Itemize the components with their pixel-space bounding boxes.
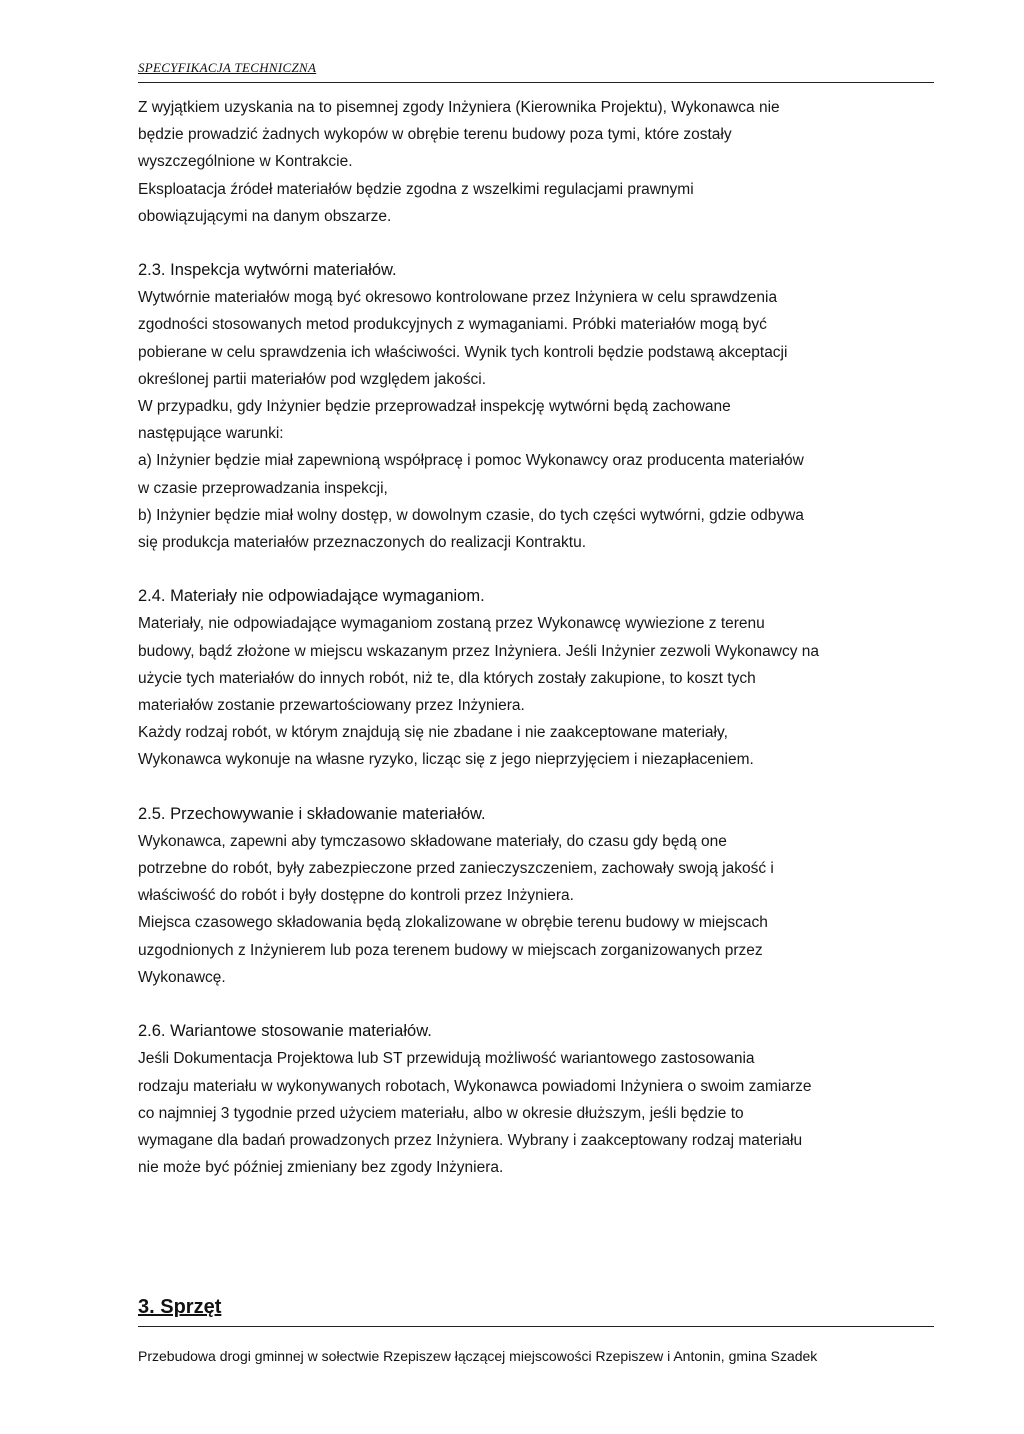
paragraph-spacer: [138, 230, 934, 257]
paragraph-line: obowiązującymi na danym obszarze.: [138, 207, 392, 225]
paragraph-line: W przypadku, gdy Inżynier będzie przeprowadzał inspekcję wytwórni będą zachowane: [138, 398, 731, 416]
paragraph-line: określonej partii materiałów pod względem jakości.: [138, 370, 487, 388]
subheading-text: 2.3. Inspekcja wytwórni materiałów.: [138, 261, 397, 280]
paragraph-line: rodzaju materiału w wykonywanych robotach, Wykonawca powiadomi Inżyniera o swoim zamiarze: [138, 1077, 812, 1095]
paragraph: [138, 502, 934, 556]
paragraph-line: będzie prowadzić żadnych wykopów w obrębie terenu budowy poza tymi, które zostały: [138, 126, 732, 144]
paragraph-line: pobierane w celu sprawdzenia ich właściwości. Wynik tych kontroli będzie podstawą akceptacji: [138, 343, 788, 361]
paragraph-line: nie może być później zmieniany bez zgody Inżyniera.: [138, 1159, 504, 1177]
paragraph-line: Miejsca czasowego składowania będą zlokalizowane w obrębie terenu budowy w miejscach: [138, 914, 768, 932]
paragraph-line: w czasie przeprowadzania inspekcji,: [138, 479, 388, 497]
subheading-text: 2.4. Materiały nie odpowiadające wymaganiom.: [138, 587, 485, 606]
paragraph: [138, 610, 934, 719]
paragraph: [138, 176, 934, 230]
header-title: SPECYFIKACJA TECHNICZNA: [138, 60, 317, 75]
subheading-text: 2.6. Wariantowe stosowanie materiałów.: [138, 1022, 432, 1041]
paragraph-spacer: [138, 556, 934, 583]
paragraph: [138, 909, 934, 991]
paragraph-line: Wykonawca wykonuje na własne ryzyko, licząc się z jego nieprzyjęciem i niezapłaceniem.: [138, 751, 754, 769]
paragraph-line: właściwość do robót i były dostępne do kontroli przez Inżyniera.: [138, 887, 574, 905]
subheading-text: 2.5. Przechowywanie i składowanie materiałów.: [138, 804, 486, 823]
paragraph-line: Jeśli Dokumentacja Projektowa lub ST przewidują możliwość wariantowego zastosowania: [138, 1050, 755, 1068]
section-subheading: [138, 257, 934, 284]
paragraph: [138, 828, 934, 910]
paragraph-line: Każdy rodzaj robót, w którym znajdują się nie zbadane i nie zaakceptowane materiały,: [138, 724, 728, 742]
section-subheading: [138, 801, 934, 828]
paragraph-line: budowy, bądź złożone w miejscu wskazanym przez Inżyniera. Jeśli Inżynier zezwoli Wykonawcy na: [138, 642, 819, 660]
paragraph-line: Wytwórnie materiałów mogą być okresowo kontrolowane przez Inżyniera w celu sprawdzenia: [138, 289, 778, 307]
paragraph-line: wyszczególnione w Kontrakcie.: [138, 153, 353, 171]
section-heading: 3. Sprzęt: [138, 1296, 222, 1318]
paragraph-spacer: [138, 774, 934, 801]
section-subheading: [138, 583, 934, 610]
paragraph: [138, 94, 934, 176]
page-header: [138, 60, 934, 83]
paragraph: [138, 447, 934, 501]
document-body: [138, 94, 934, 1181]
paragraph-line: się produkcja materiałów przeznaczonych do realizacji Kontraktu.: [138, 534, 586, 552]
paragraph-line: uzgodnionych z Inżynierem lub poza terenem budowy w miejscach zorganizowanych przez: [138, 941, 763, 959]
paragraph-line: wymagane dla badań prowadzonych przez Inżyniera. Wybrany i zaakceptowany rodzaj materiału: [138, 1131, 803, 1149]
paragraph-line: następujące warunki:: [138, 425, 284, 443]
paragraph-spacer: [138, 991, 934, 1018]
paragraph: [138, 719, 934, 773]
paragraph-line: Eksploatacja źródeł materiałów będzie zgodna z wszelkimi regulacjami prawnymi: [138, 180, 694, 198]
section-heading-row: [138, 1296, 934, 1327]
paragraph-line: materiałów zostanie przewartościowany przez Inżyniera.: [138, 697, 525, 715]
paragraph-line: Z wyjątkiem uzyskania na to pisemnej zgody Inżyniera (Kierownika Projektu), Wykonawca nie: [138, 99, 780, 116]
paragraph: [138, 393, 934, 447]
paragraph: [138, 284, 934, 393]
paragraph-line: Wykonawcę.: [138, 968, 226, 986]
page-footer: Przebudowa drogi gminnej w sołectwie Rzepiszew łączącej miejscowości Rzepiszew i Antonin, gmina Szadek: [138, 1348, 818, 1364]
paragraph-line: a) Inżynier będzie miał zapewnioną współpracę i pomoc Wykonawcy oraz producenta materiałów: [138, 452, 804, 470]
paragraph-line: Wykonawca, zapewni aby tymczasowo składowane materiały, do czasu gdy będą one: [138, 832, 727, 850]
section-subheading: [138, 1018, 934, 1045]
paragraph-line: Materiały, nie odpowiadające wymaganiom zostaną przez Wykonawcę wywiezione z terenu: [138, 615, 765, 633]
paragraph-line: użycie tych materiałów do innych robót, niż te, dla których zostały zakupione, to koszt tych: [138, 669, 756, 687]
paragraph-line: potrzebne do robót, były zabezpieczone przed zanieczyszczeniem, zachowały swoją jakość i: [138, 860, 774, 878]
paragraph: [138, 1045, 934, 1181]
paragraph-line: zgodności stosowanych metod produkcyjnych z wymaganiami. Próbki materiałów mogą być: [138, 316, 767, 334]
paragraph-line: b) Inżynier będzie miał wolny dostęp, w dowolnym czasie, do tych części wytwórni, gdzie odbywa: [138, 506, 804, 524]
paragraph-line: co najmniej 3 tygodnie przed użyciem materiału, albo w okresie dłuższym, jeśli będzie to: [138, 1104, 744, 1122]
